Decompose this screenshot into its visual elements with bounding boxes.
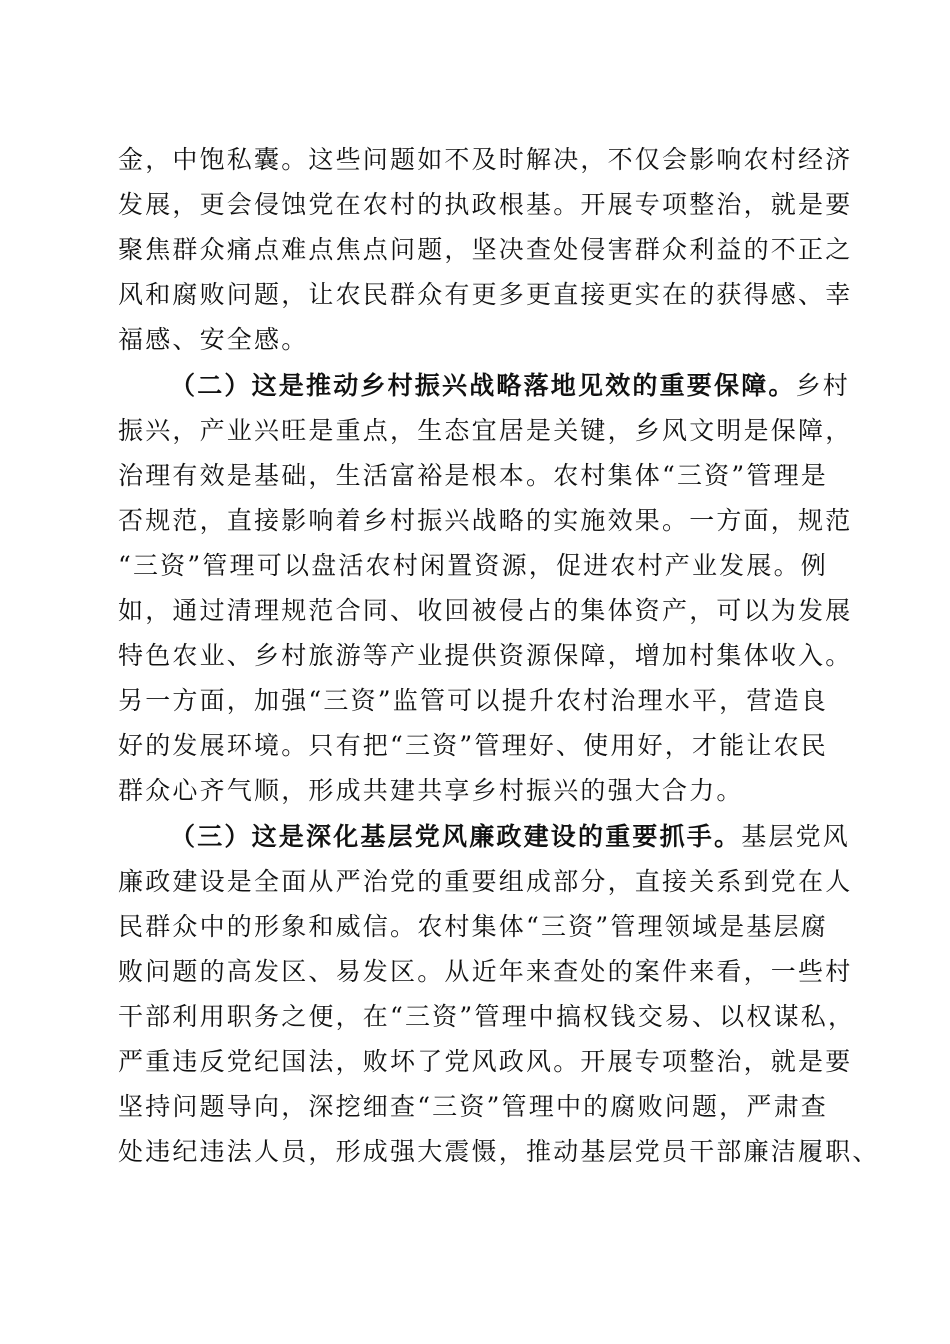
text-line: 另一方面，加强“三资”监管可以提升农村治理水平，营造良 <box>118 686 828 715</box>
text-line: 风和腐败问题，让农民群众有更多更直接更实在的获得感、幸 <box>118 280 853 309</box>
section-heading: （三）这是深化基层党风廉政建设的重要抓手。 <box>170 822 742 851</box>
text-line: 金，中饱私囊。这些问题如不及时解决，不仅会影响农村经济 <box>118 145 853 174</box>
text-line: 败问题的高发区、易发区。从近年来查处的案件来看，一些村 <box>118 957 853 986</box>
text-line: 治理有效是基础，生活富裕是根本。农村集体“三资”管理是 <box>118 461 828 490</box>
text-line: 聚焦群众痛点难点焦点问题，坚决查处侵害群众利益的不正之 <box>118 235 853 264</box>
text-line: 如，通过清理规范合同、收回被侵占的集体资产，可以为发展 <box>118 596 853 625</box>
text-line: 发展，更会侵蚀党在农村的执政根基。开展专项整治，就是要 <box>118 190 853 219</box>
section-heading-line <box>170 817 851 857</box>
text-line-continuation: 乡村 <box>795 371 851 400</box>
text-line: 否规范，直接影响着乡村振兴战略的实施效果。一方面，规范 <box>118 506 853 535</box>
text-line: 处违纪违法人员，形成强大震慑，推动基层党员干部廉洁履职、 <box>118 1137 880 1166</box>
text-line: 振兴，产业兴旺是重点，生态宜居是关键，乡风文明是保障， <box>118 416 853 445</box>
text-line-continuation: 基层党风 <box>741 822 851 851</box>
text-line: 群众心齐气顺，形成共建共享乡村振兴的强大合力。 <box>118 776 744 805</box>
text-line: 特色农业、乡村旅游等产业提供资源保障，增加村集体收入。 <box>118 641 853 670</box>
section-heading: （二）这是推动乡村振兴战略落地见效的重要保障。 <box>170 371 796 400</box>
text-line: 坚持问题导向，深挖细查“三资”管理中的腐败问题，严肃查 <box>118 1092 828 1121</box>
section-heading-line <box>170 366 851 406</box>
text-line: 好的发展环境。只有把“三资”管理好、使用好，才能让农民 <box>118 731 828 760</box>
text-line: 民群众中的形象和威信。农村集体“三资”管理领域是基层腐 <box>118 912 828 941</box>
text-line: 福感、安全感。 <box>118 325 309 354</box>
text-line: 廉政建设是全面从严治党的重要组成部分，直接关系到党在人 <box>118 867 853 896</box>
text-line: 严重违反党纪国法，败坏了党风政风。开展专项整治，就是要 <box>118 1047 853 1076</box>
text-line: 干部利用职务之便，在“三资”管理中搞权钱交易、以权谋私， <box>118 1002 856 1031</box>
text-line: “三资”管理可以盘活农村闲置资源，促进农村产业发展。例 <box>118 551 828 580</box>
